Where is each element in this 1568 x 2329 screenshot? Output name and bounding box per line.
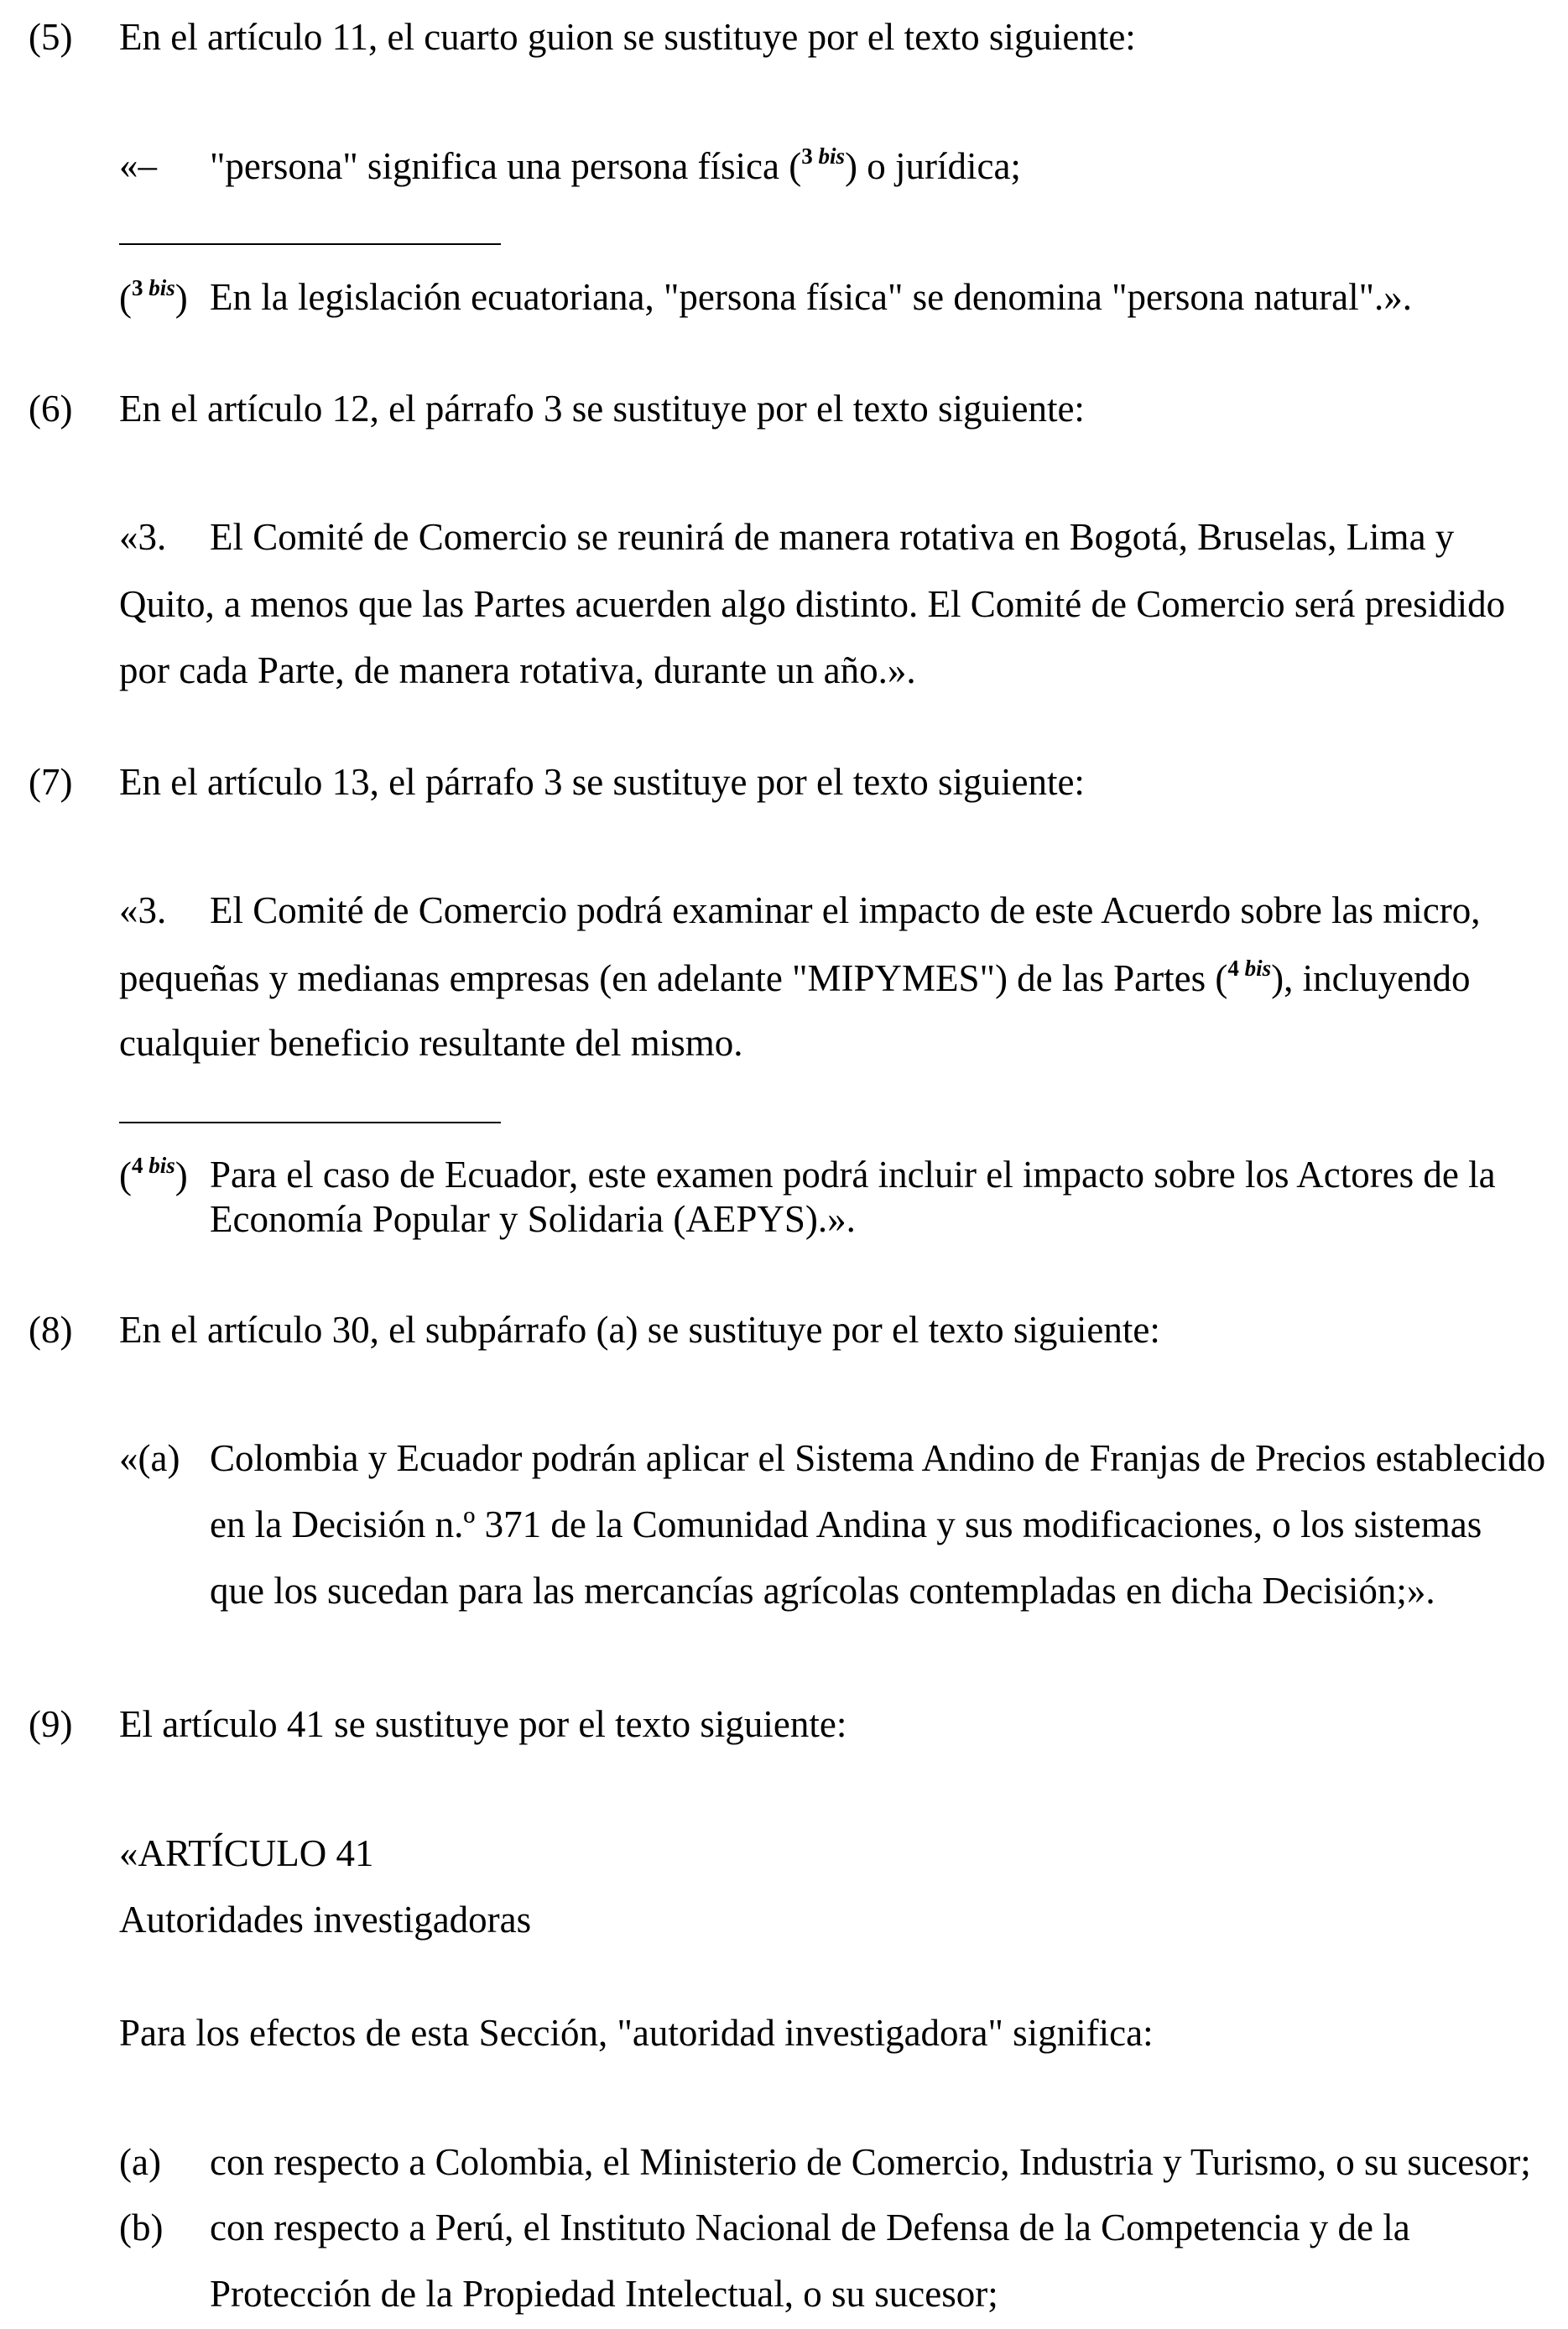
item-5-intro: En el artículo 11, el cuarto guion se sustituye por el texto siguiente:	[119, 16, 1136, 58]
article-41-paragraph: Para los efectos de esta Sección, "autoridad investigadora" significa:	[119, 2012, 1154, 2054]
item-9-number: (9)	[29, 1703, 73, 1745]
item-9-intro: El artículo 41 se sustituye por el texto siguiente:	[119, 1703, 847, 1745]
item-8-quote-line: que los sucedan para las mercancías agrícolas contempladas en dicha Decisión;».	[210, 1570, 1435, 1612]
item-8-quote-line: Colombia y Ecuador podrán aplicar el Sistema Andino de Franjas de Precios establecido	[210, 1437, 1546, 1479]
footnote-4bis-text: Para el caso de Ecuador, este examen podrá incluir el impacto sobre los Actores de la	[210, 1154, 1496, 1196]
footnote-4bis-marker: ($^{4 bis}$)	[119, 1153, 188, 1196]
footnote-separator	[119, 243, 501, 245]
item-8-intro: En el artículo 30, el subpárrafo (a) se sustituye por el texto siguiente:	[119, 1309, 1160, 1351]
list-item-b-text: Protección de la Propiedad Intelectual, o su sucesor;	[210, 2273, 998, 2315]
footnote-ref-4bis: 4 bis	[1227, 956, 1272, 981]
item-8-quote-line: en la Decisión n.º 371 de la Comunidad Andina y sus modificaciones, o los sistemas	[210, 1503, 1482, 1545]
item-8-quote-open: «(a)	[119, 1437, 180, 1479]
item-5-number: (5)	[29, 16, 73, 58]
item-6-quote-line: El Comité de Comercio se reunirá de manera rotativa en Bogotá, Bruselas, Lima y	[210, 516, 1455, 558]
item-7-quote-line: El Comité de Comercio podrá examinar el impacto de este Acuerdo sobre las micro,	[210, 889, 1481, 931]
footnote-ref-3bis: 3 bis	[801, 143, 845, 169]
item-7-quote-open: «3.	[119, 889, 167, 931]
item-5-quote-open: «–	[119, 144, 157, 186]
article-41-subheading: Autoridades investigadoras	[119, 1899, 532, 1941]
item-7-quote-line: cualquier beneficio resultante del mismo.	[119, 1022, 743, 1064]
list-item-b-text: con respecto a Perú, el Instituto Nacional de Defensa de la Competencia y de la	[210, 2207, 1410, 2248]
item-6-number: (6)	[29, 388, 73, 430]
item-7-number: (7)	[29, 761, 73, 803]
item-8-number: (8)	[29, 1309, 73, 1351]
item-7-quote-line: pequeñas y medianas empresas (en adelante "MIPYMES") de las Partes ($^{4 bis}$), incluyendo	[119, 956, 1471, 999]
article-41-heading: «ARTÍCULO 41	[119, 1832, 374, 1874]
list-item-a-label: (a)	[119, 2141, 161, 2183]
item-5-quote-text: "persona" significa una persona física ($^{3 bis}$) o jurídica;	[210, 143, 1021, 187]
footnote-3bis-marker: ($^{3 bis}$)	[119, 275, 188, 319]
footnote-3bis-text: En la legislación ecuatoriana, "persona física" se denomina "persona natural".».	[210, 276, 1412, 318]
list-item-a-text: con respecto a Colombia, el Ministerio de Comercio, Industria y Turismo, o su sucesor;	[210, 2141, 1531, 2183]
footnote-separator	[119, 1122, 501, 1123]
item-6-quote-line: Quito, a menos que las Partes acuerden algo distinto. El Comité de Comercio será presidido	[119, 583, 1506, 625]
list-item-b-label: (b)	[119, 2207, 164, 2248]
item-6-intro: En el artículo 12, el párrafo 3 se sustituye por el texto siguiente:	[119, 388, 1085, 430]
item-6-quote-open: «3.	[119, 516, 167, 558]
footnote-4bis-text: Economía Popular y Solidaria (AEPYS).».	[210, 1198, 856, 1240]
item-7-intro: En el artículo 13, el párrafo 3 se sustituye por el texto siguiente:	[119, 761, 1085, 803]
item-6-quote-line: por cada Parte, de manera rotativa, durante un año.».	[119, 649, 916, 691]
